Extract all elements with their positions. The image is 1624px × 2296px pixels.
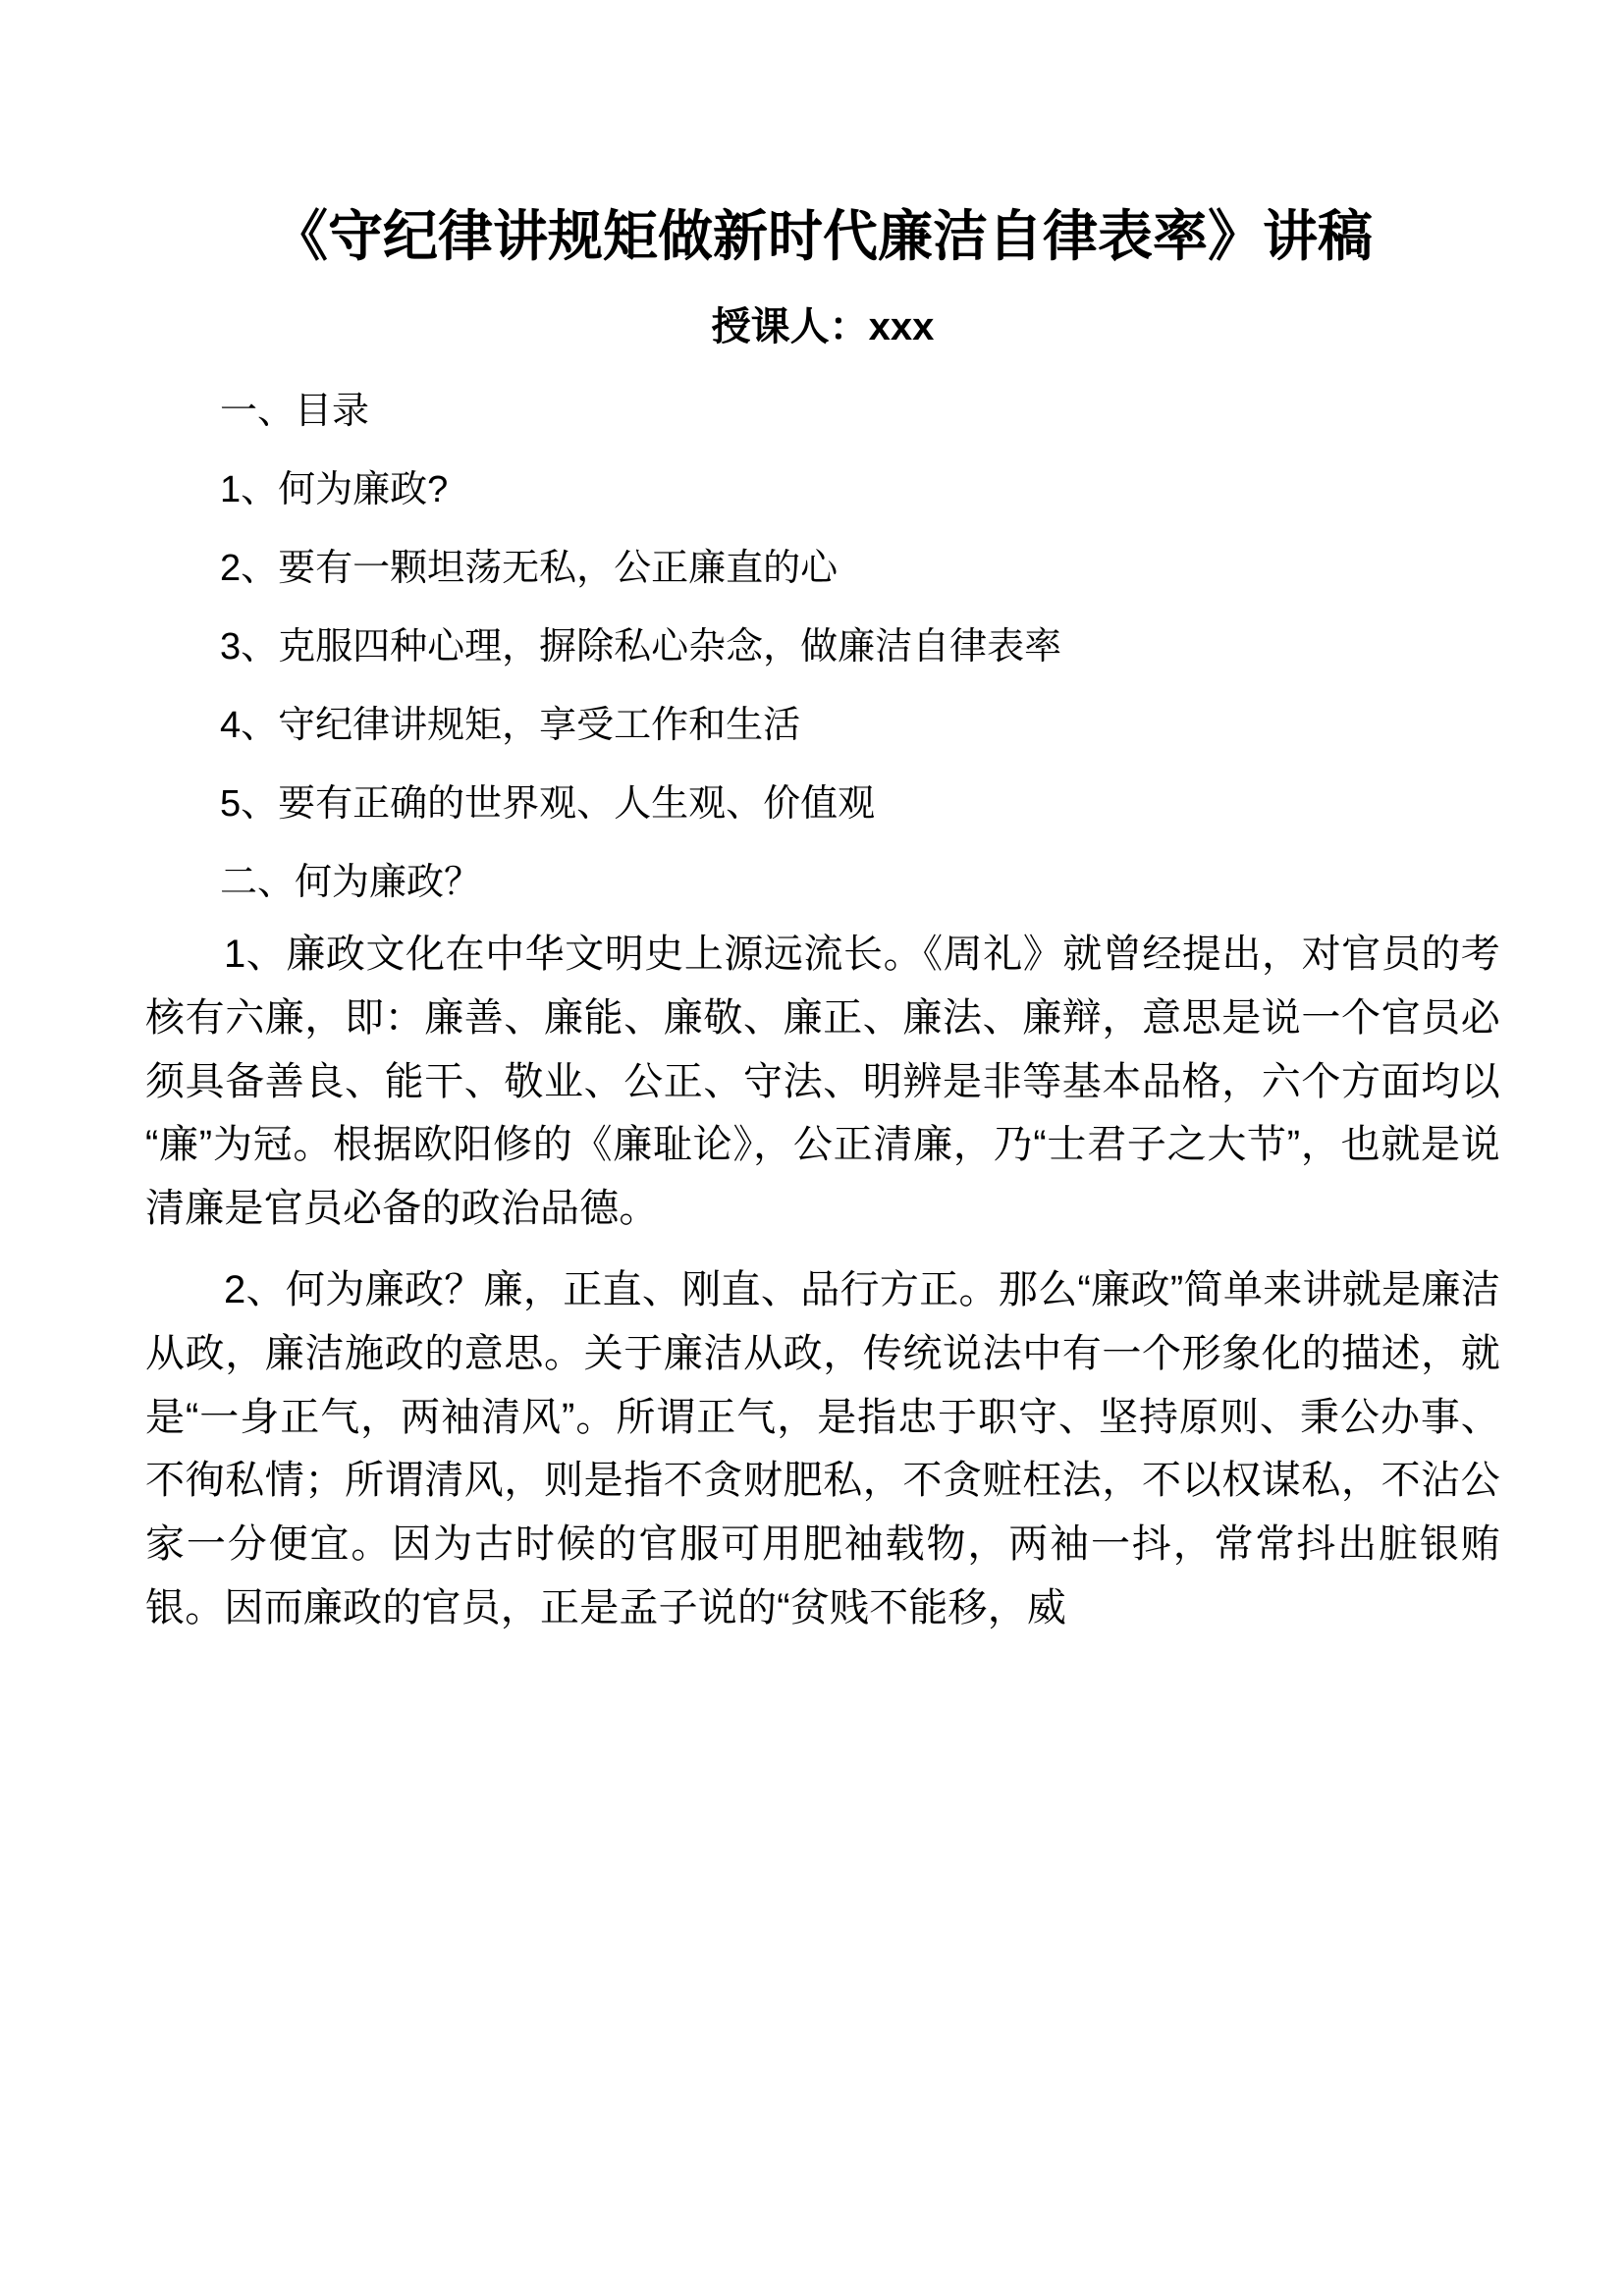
outline-item-4: 4、守纪律讲规矩，享受工作和生活 bbox=[220, 705, 801, 747]
content-section-heading: 二、何为廉政？ bbox=[220, 862, 482, 904]
outline-section-heading: 一、目录 bbox=[220, 391, 370, 433]
outline-item-2: 2、要有一颗坦荡无私，公正廉直的心 bbox=[220, 548, 839, 590]
document-subtitle-lecturer: 授课人：xxx bbox=[711, 305, 935, 349]
outline-item-3: 3、克服四种心理，摒除私心杂念，做廉洁自律表率 bbox=[220, 626, 1062, 668]
outline-item-5: 5、要有正确的世界观、人生观、价值观 bbox=[220, 783, 876, 826]
outline-section bbox=[145, 351, 1500, 826]
outline-item-1: 1、何为廉政? bbox=[220, 469, 449, 511]
content-paragraph-1: 1、廉政文化在中华文明史上源远流长。《周礼》就曾经提出，对官员的考核有六廉，即：廉善、廉能、廉敬、廉正、廉法、廉辩，意思是说一个官员必须具备善良、能干、敬业、公正、守法、明辨是非等基本品格，六个方面均以“廉”为冠。根据欧阳修的《廉耻论》，公正清廉，乃“士君子之大节”，也就是说清廉是官员必备的政治品德。 bbox=[145, 933, 1500, 1231]
content-paragraph-2: 2、何为廉政？廉，正直、刚直、品行方正。那么“廉政”简单来讲就是廉洁从政，廉洁施政的意思。关于廉洁从政，传统说法中有一个形象化的描述，就是“一身正气，两袖清风”。所谓正气，是指忠于职守、坚持原则、秉公办事、不徇私情；所谓清风，则是指不贪财肥私，不贪赃枉法，不以权谋私，不沾公家一分便宜。因为古时候的官服可用肥袖载物，两袖一抖，常常抖出脏银贿银。因而廉政的官员，正是孟子说的“贫贱不能移，威 bbox=[145, 1268, 1500, 1630]
page-title: 《守纪律讲规矩做新时代廉洁自律表率》讲稿 bbox=[273, 205, 1373, 267]
page-content-area bbox=[145, 0, 1500, 1640]
content-section bbox=[145, 823, 1500, 1640]
